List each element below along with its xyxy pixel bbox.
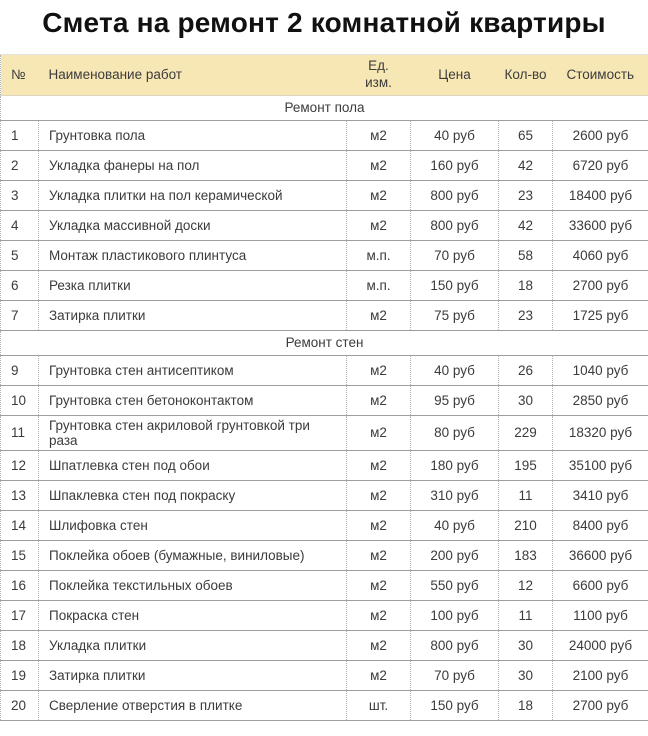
cell-quantity: 30	[499, 385, 553, 415]
cell-unit: м2	[347, 385, 411, 415]
cell-cost: 18400 руб	[553, 180, 648, 210]
cell-number: 4	[1, 210, 39, 240]
cell-unit: м2	[347, 300, 411, 330]
cell-price: 95 руб	[411, 385, 499, 415]
cell-work-name: Укладка массивной доски	[39, 210, 347, 240]
cell-quantity: 23	[499, 300, 553, 330]
cell-price: 800 руб	[411, 630, 499, 660]
cell-price: 40 руб	[411, 355, 499, 385]
cell-cost: 33600 руб	[553, 210, 648, 240]
table-row	[1, 300, 648, 330]
cell-price: 150 руб	[411, 270, 499, 300]
cell-unit: м2	[347, 415, 411, 450]
table-row	[1, 150, 648, 180]
cell-work-name: Поклейка обоев (бумажные, виниловые)	[39, 540, 347, 570]
cell-unit: м2	[347, 660, 411, 690]
cell-quantity: 65	[499, 120, 553, 150]
cell-cost: 24000 руб	[553, 630, 648, 660]
cell-cost: 3410 руб	[553, 480, 648, 510]
cell-price: 160 руб	[411, 150, 499, 180]
cell-number: 18	[1, 630, 39, 660]
cell-price: 100 руб	[411, 600, 499, 630]
cell-unit: м2	[347, 210, 411, 240]
cell-quantity: 30	[499, 630, 553, 660]
table-row	[1, 600, 648, 630]
cell-price: 200 руб	[411, 540, 499, 570]
cell-unit: м2	[347, 120, 411, 150]
cell-work-name: Затирка плитки	[39, 660, 347, 690]
table-row	[1, 540, 648, 570]
table-row	[1, 480, 648, 510]
cell-quantity: 18	[499, 690, 553, 720]
section-title: Ремонт стен	[1, 330, 648, 355]
column-header-work-name: Наименование работ	[39, 55, 347, 96]
cell-unit: м2	[347, 355, 411, 385]
cell-cost: 4060 руб	[553, 240, 648, 270]
cell-cost: 18320 руб	[553, 415, 648, 450]
column-header-price: Цена	[411, 55, 499, 96]
column-header-number: №	[1, 55, 39, 96]
cell-unit: м2	[347, 180, 411, 210]
cell-work-name: Укладка плитки	[39, 630, 347, 660]
cell-price: 40 руб	[411, 120, 499, 150]
column-header-cost: Стоимость	[553, 55, 648, 96]
estimate-table-body	[1, 95, 648, 720]
cell-work-name: Грунтовка пола	[39, 120, 347, 150]
cell-number: 19	[1, 660, 39, 690]
cell-work-name: Поклейка текстильных обоев	[39, 570, 347, 600]
estimate-table	[0, 54, 648, 721]
cell-cost: 2600 руб	[553, 120, 648, 150]
table-header	[1, 55, 648, 96]
cell-number: 13	[1, 480, 39, 510]
cell-cost: 6720 руб	[553, 150, 648, 180]
table-row	[1, 660, 648, 690]
cell-number: 7	[1, 300, 39, 330]
cell-cost: 2700 руб	[553, 690, 648, 720]
table-row	[1, 510, 648, 540]
cell-number: 3	[1, 180, 39, 210]
cell-unit: м2	[347, 480, 411, 510]
cell-number: 5	[1, 240, 39, 270]
cell-price: 40 руб	[411, 510, 499, 540]
table-row	[1, 355, 648, 385]
cell-work-name: Укладка фанеры на пол	[39, 150, 347, 180]
cell-price: 550 руб	[411, 570, 499, 600]
cell-unit: м2	[347, 150, 411, 180]
cell-number: 1	[1, 120, 39, 150]
cell-quantity: 30	[499, 660, 553, 690]
cell-cost: 2700 руб	[553, 270, 648, 300]
cell-quantity: 23	[499, 180, 553, 210]
cell-price: 800 руб	[411, 210, 499, 240]
cell-number: 16	[1, 570, 39, 600]
cell-unit: м2	[347, 510, 411, 540]
cell-cost: 1100 руб	[553, 600, 648, 630]
cell-work-name: Грунтовка стен бетоноконтактом	[39, 385, 347, 415]
cell-cost: 8400 руб	[553, 510, 648, 540]
cell-number: 9	[1, 355, 39, 385]
cell-cost: 36600 руб	[553, 540, 648, 570]
cell-quantity: 12	[499, 570, 553, 600]
cell-price: 70 руб	[411, 240, 499, 270]
cell-price: 150 руб	[411, 690, 499, 720]
cell-cost: 2850 руб	[553, 385, 648, 415]
cell-work-name: Грунтовка стен антисептиком	[39, 355, 347, 385]
table-row	[1, 570, 648, 600]
cell-unit: м2	[347, 450, 411, 480]
cell-quantity: 11	[499, 480, 553, 510]
table-row	[1, 240, 648, 270]
cell-quantity: 58	[499, 240, 553, 270]
cell-work-name: Шлифовка стен	[39, 510, 347, 540]
cell-quantity: 42	[499, 150, 553, 180]
cell-work-name: Покраска стен	[39, 600, 347, 630]
cell-number: 14	[1, 510, 39, 540]
cell-quantity: 210	[499, 510, 553, 540]
cell-price: 310 руб	[411, 480, 499, 510]
cell-work-name: Укладка плитки на пол керамической	[39, 180, 347, 210]
cell-work-name: Шпаклевка стен под покраску	[39, 480, 347, 510]
table-header-row	[1, 55, 648, 96]
column-header-unit: Ед. изм.	[347, 55, 411, 96]
section-header-row	[1, 95, 648, 120]
cell-quantity: 18	[499, 270, 553, 300]
cell-cost: 35100 руб	[553, 450, 648, 480]
table-row	[1, 210, 648, 240]
table-row	[1, 690, 648, 720]
section-title: Ремонт пола	[1, 95, 648, 120]
cell-number: 17	[1, 600, 39, 630]
cell-cost: 1725 руб	[553, 300, 648, 330]
cell-unit: м2	[347, 600, 411, 630]
table-row	[1, 630, 648, 660]
cell-cost: 1040 руб	[553, 355, 648, 385]
cell-price: 800 руб	[411, 180, 499, 210]
section-header-row	[1, 330, 648, 355]
cell-quantity: 11	[499, 600, 553, 630]
table-row	[1, 385, 648, 415]
table-row	[1, 415, 648, 450]
cell-number: 12	[1, 450, 39, 480]
cell-quantity: 195	[499, 450, 553, 480]
cell-work-name: Шпатлевка стен под обои	[39, 450, 347, 480]
cell-unit: м.п.	[347, 240, 411, 270]
cell-work-name: Затирка плитки	[39, 300, 347, 330]
cell-work-name: Грунтовка стен акриловой грунтовкой три раза	[39, 415, 347, 450]
cell-quantity: 26	[499, 355, 553, 385]
cell-number: 10	[1, 385, 39, 415]
table-row	[1, 450, 648, 480]
cell-price: 80 руб	[411, 415, 499, 450]
cell-unit: м2	[347, 630, 411, 660]
column-header-quantity: Кол-во	[499, 55, 553, 96]
cell-cost: 2100 руб	[553, 660, 648, 690]
cell-number: 2	[1, 150, 39, 180]
cell-quantity: 229	[499, 415, 553, 450]
cell-work-name: Сверление отверстия в плитке	[39, 690, 347, 720]
cell-unit: шт.	[347, 690, 411, 720]
table-row	[1, 270, 648, 300]
table-row	[1, 120, 648, 150]
cell-number: 6	[1, 270, 39, 300]
cell-cost: 6600 руб	[553, 570, 648, 600]
cell-work-name: Монтаж пластикового плинтуса	[39, 240, 347, 270]
cell-price: 180 руб	[411, 450, 499, 480]
page-title: Смета на ремонт 2 комнатной квартиры	[0, 7, 648, 39]
cell-price: 70 руб	[411, 660, 499, 690]
cell-number: 20	[1, 690, 39, 720]
cell-unit: м2	[347, 540, 411, 570]
cell-quantity: 183	[499, 540, 553, 570]
table-row	[1, 180, 648, 210]
cell-work-name: Резка плитки	[39, 270, 347, 300]
cell-number: 15	[1, 540, 39, 570]
cell-unit: м.п.	[347, 270, 411, 300]
cell-number: 11	[1, 415, 39, 450]
cell-unit: м2	[347, 570, 411, 600]
cell-quantity: 42	[499, 210, 553, 240]
cell-price: 75 руб	[411, 300, 499, 330]
